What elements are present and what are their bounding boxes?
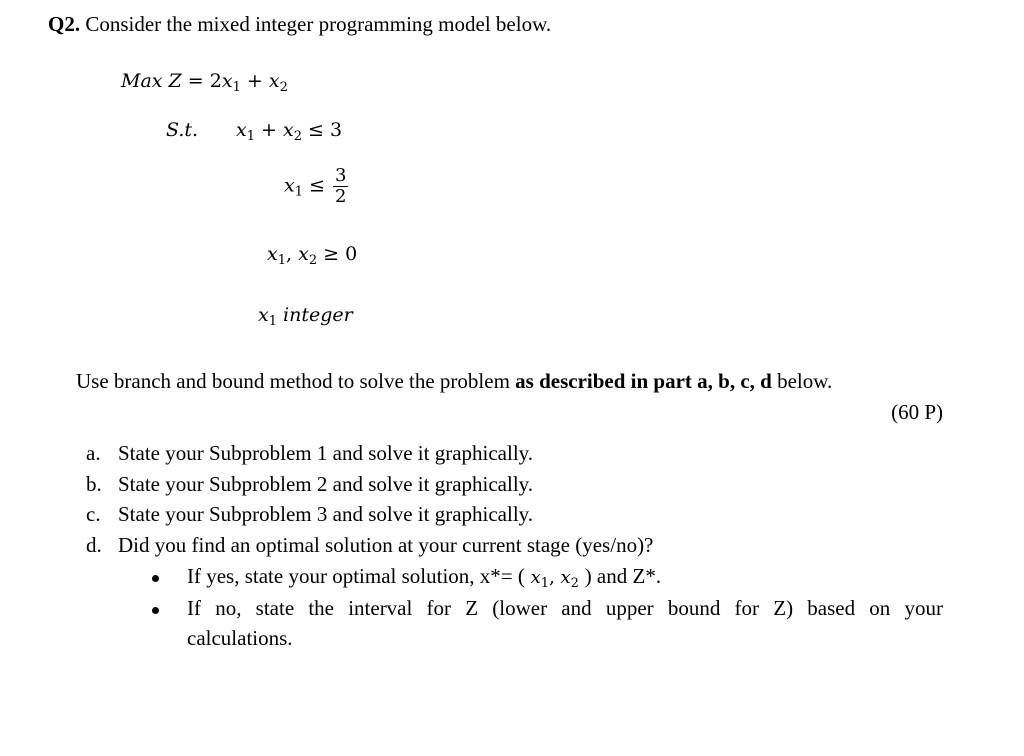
part-d-text: Did you find an optimal solution at your current stage (yes/no)? xyxy=(118,533,654,557)
st-label: S.t. xyxy=(166,119,199,141)
bullet-dot-yes xyxy=(152,575,159,582)
constraint-3-rhs: ≥ 0 xyxy=(323,243,358,265)
st-label-row xyxy=(166,119,198,141)
bullet-no-line1: If no, state the interval for Z (lower and upper bound for Z) based on your xyxy=(187,596,943,620)
fraction-three-halves xyxy=(333,166,348,207)
integer-label: integer xyxy=(283,304,353,326)
constraint-2-rel: ≤ xyxy=(309,174,325,197)
part-d-marker: d. xyxy=(86,533,102,557)
part-c-marker: c. xyxy=(86,502,101,526)
part-b-text: State your Subproblem 2 and solve it graphically. xyxy=(118,472,534,496)
objective-label: Max Z xyxy=(121,70,182,92)
constraint-1-rhs: ≤ 3 xyxy=(308,119,343,141)
instruction-pre: Use branch and bound method to solve the problem xyxy=(76,369,516,393)
part-c-text: State your Subproblem 3 and solve it graphically. xyxy=(118,502,534,526)
part-a-text: State your Subproblem 1 and solve it graphically. xyxy=(118,441,534,465)
question-number: Q2. xyxy=(48,12,81,36)
instruction-bold: as described in part a, b, c, d xyxy=(515,369,772,393)
bullet-dot-no xyxy=(152,607,159,614)
solution-vars: $x_1$, $x_2$ xyxy=(530,567,579,591)
part-a-marker: a. xyxy=(86,441,101,465)
bullet-no-line2: calculations. xyxy=(187,626,293,650)
bullet-yes-post: ) and Z*. xyxy=(584,564,662,588)
constraint-1: $x_1 + x_2 \le 3$ xyxy=(236,119,343,144)
bullet-yes xyxy=(187,564,661,591)
question-intro: Consider the mixed integer programming model below. xyxy=(80,12,552,36)
instruction-text xyxy=(76,369,832,394)
constraint-3: $x_1$, $x_2 \ge 0$ xyxy=(267,243,358,268)
part-b-marker: b. xyxy=(86,472,102,496)
objective-expression: = $2x_1 + x_2$ xyxy=(181,70,288,95)
instruction-post: below. xyxy=(771,369,833,393)
fraction-numerator: 3 xyxy=(335,165,347,186)
points-label: (60 P) xyxy=(891,400,943,424)
constraint-4: $x_1$ integer xyxy=(258,304,353,329)
question-heading xyxy=(48,12,551,37)
constraint-2: $x_1$ ≤ $\frac{3}{2}$ xyxy=(284,165,347,207)
objective-function xyxy=(121,70,288,95)
bullet-yes-pre: If yes, state your optimal solution, x*= ( xyxy=(187,564,525,588)
fraction-denominator: 2 xyxy=(335,186,347,207)
